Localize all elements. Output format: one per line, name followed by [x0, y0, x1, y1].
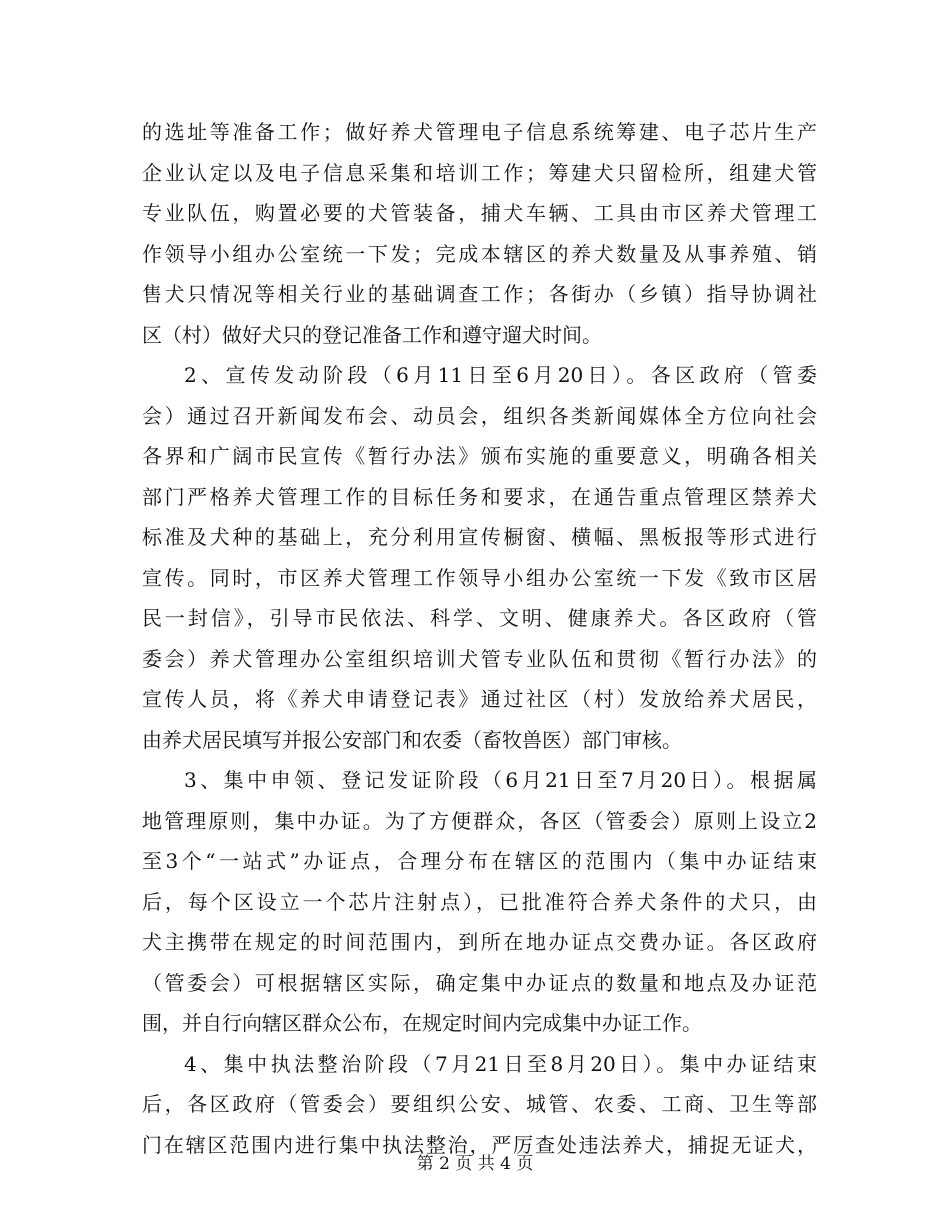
text-line: 后，每个区设立一个芯片注射点），已批准符合养犬条件的犬只，由	[142, 889, 817, 914]
text-line: 2、宣传发动阶段（6月11日至6月20日）。各区政府（管委	[184, 363, 817, 387]
text-line: 部门严格养犬管理工作的目标任务和要求，在通告重点管理区禁养犬	[142, 484, 817, 509]
text-line: 犬主携带在规定的时间范围内，到所在地办证点交费办证。各区政府	[142, 930, 817, 954]
page-number-footer: 第 2 页 共 4 页	[416, 1154, 534, 1174]
text-line: 门在辖区范围内进行集中执法整治，严厉查处违法养犬，捕捉无证犬，	[142, 1132, 817, 1157]
text-line: 由养犬居民填写并报公安部门和农委（畜牧兽医）部门审核。	[142, 727, 682, 752]
text-line: 标准及犬种的基础上，充分利用宣传橱窗、横幅、黑板报等形式进行	[142, 525, 817, 549]
document-body	[142, 112, 817, 1165]
text-line: 专业队伍，购置必要的犬管装备，捕犬车辆、工具由市区养犬管理工	[142, 201, 817, 225]
text-line: 作领导小组办公室统一下发；完成本辖区的养犬数量及从事养殖、销	[142, 241, 817, 266]
text-line: （管委会）可根据辖区实际，确定集中办证点的数量和地点及办证范	[142, 970, 817, 995]
text-line: 围，并自行向辖区群众公布，在规定时间内完成集中办证工作。	[142, 1011, 702, 1035]
text-line: 售犬只情况等相关行业的基础调查工作；各街办（乡镇）指导协调社	[142, 282, 817, 306]
text-line: 企业认定以及电子信息采集和培训工作；筹建犬只留检所，组建犬管	[142, 160, 817, 185]
text-line: 区（村）做好犬只的登记准备工作和遵守遛犬时间。	[142, 322, 602, 347]
text-line: 民一封信》，引导市民依法、科学、文明、健康养犬。各区政府（管	[142, 606, 817, 630]
text-line: 3、集中申领、登记发证阶段（6月21日至7月20日）。根据属	[184, 768, 817, 792]
text-line: 的选址等准备工作；做好养犬管理电子信息系统筹建、电子芯片生产	[142, 120, 817, 144]
text-line: 宣传人员，将《养犬申请登记表》通过社区（村）发放给养犬居民，	[142, 687, 817, 711]
text-line: 地管理原则，集中办证。为了方便群众，各区（管委会）原则上设立2	[142, 808, 817, 833]
text-line: 宣传。同时，市区养犬管理工作领导小组办公室统一下发《致市区居	[142, 565, 817, 590]
text-line: 会）通过召开新闻发布会、动员会，组织各类新闻媒体全方位向社会	[142, 403, 817, 428]
text-line: 后，各区政府（管委会）要组织公安、城管、农委、工商、卫生等部	[142, 1092, 817, 1116]
text-line: 4、集中执法整治阶段（7月21日至8月20日）。集中办证结束	[184, 1051, 817, 1076]
text-line: 各界和广阔市民宣传《暂行办法》颁布实施的重要意义，明确各相关	[142, 444, 817, 468]
text-line: 委会）养犬管理办公室组织培训犬管专业队伍和贯彻《暂行办法》的	[142, 646, 817, 671]
text-line: 至3个“一站式”办证点，合理分布在辖区的范围内（集中办证结束	[142, 849, 817, 873]
